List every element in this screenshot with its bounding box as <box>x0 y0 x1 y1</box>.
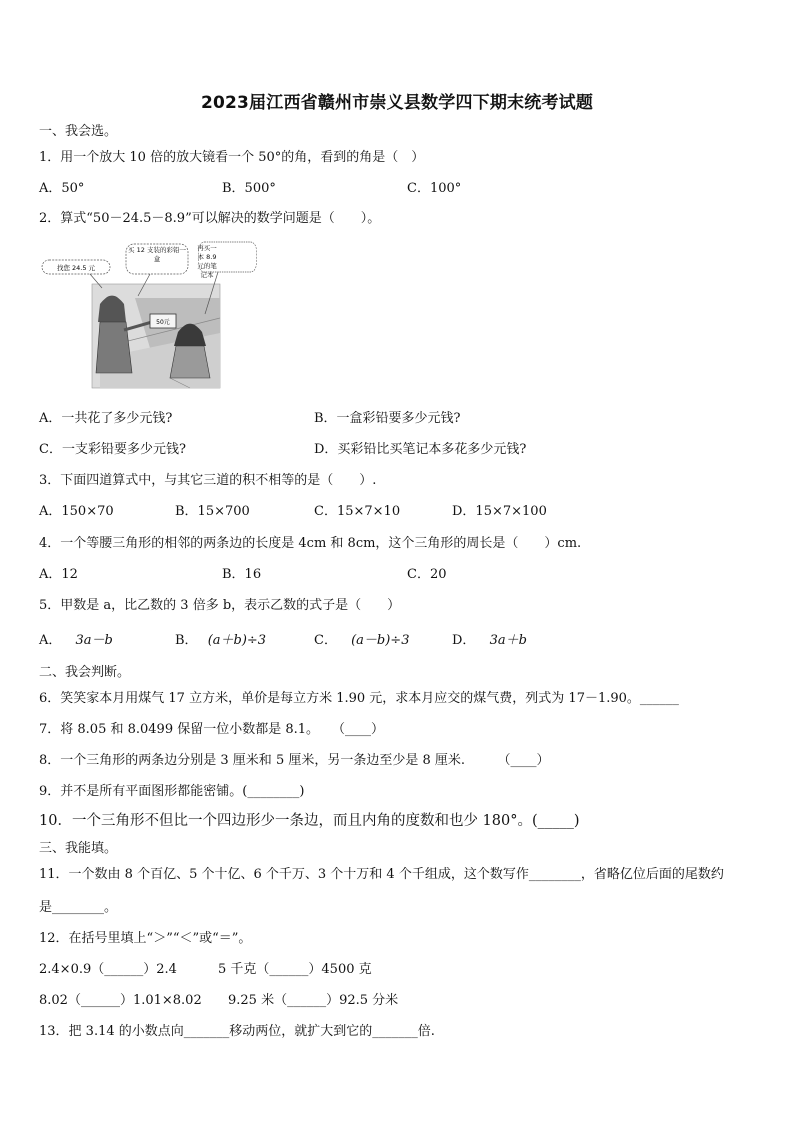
q3-option-b: B．15×700 <box>175 504 250 519</box>
q5-option-a <box>39 629 113 648</box>
question-13: 13．把 3.14 的小数点向_______移动两位，就扩大到它的_______倍. <box>39 1024 435 1039</box>
question-11-line-1: 11．一个数由 8 个百亿、5 个十亿、6 个千万、3 个十万和 4 个千组成，这个数写作________，省略亿位后面的尾数约 <box>39 867 724 882</box>
q5-option-a-expr: 3a－b <box>75 633 113 648</box>
q4-option-b: B．16 <box>222 567 262 582</box>
bubble-3-text: 再买一本 8.9 元的笔记本 <box>197 244 217 279</box>
q5-option-d-label: D． <box>452 633 476 648</box>
q5-option-b-label: B． <box>175 633 198 648</box>
q5-option-c-expr: (a－b)÷3 <box>351 633 410 648</box>
section-heading-2: 二、我会判断。 <box>39 665 131 680</box>
q4-option-a: A．12 <box>39 567 78 582</box>
q12-item-3: 8.02（______）1.01×8.02 <box>39 993 202 1008</box>
q5-option-b-expr: (a＋b)÷3 <box>207 633 267 648</box>
question-10: 10．一个三角形不但比一个四边形少一条边，而且内角的度数和也少 180°。(_____) <box>39 813 580 829</box>
q5-option-d-expr: 3a＋b <box>489 633 527 648</box>
question-11-line-2: 是________。 <box>39 900 118 915</box>
q12-item-1: 2.4×0.9（______）2.4 <box>39 962 177 977</box>
q2-option-d: D．买彩铅比买笔记本多花多少元钱? <box>314 442 527 457</box>
shopping-illustration <box>40 238 225 388</box>
question-5: 5．甲数是 a，比乙数的 3 倍多 b，表示乙数的式子是（ ） <box>39 598 401 613</box>
section-heading-3: 三、我能填。 <box>39 841 118 856</box>
q3-option-c: C．15×7×10 <box>314 504 401 519</box>
price-sign-text: 50元 <box>156 319 170 326</box>
q1-option-b: B．500° <box>222 181 276 196</box>
q12-item-2: 5 千克（______）4500 克 <box>218 962 372 977</box>
question-9: 9．并不是所有平面图形都能密铺。(________) <box>39 784 305 799</box>
question-7: 7．将 8.05 和 8.0499 保留一位小数都是 8.1。 （____） <box>39 722 385 737</box>
q2-option-b: B．一盒彩铅要多少元钱? <box>314 411 461 426</box>
q5-option-a-label: A． <box>39 633 62 648</box>
question-12: 12．在括号里填上“＞”“＜”或“＝”。 <box>39 931 252 946</box>
q3-option-a: A．150×70 <box>39 504 114 519</box>
q2-option-a: A．一共花了多少元钱? <box>39 411 173 426</box>
question-4: 4．一个等腰三角形的相邻的两条边的长度是 4cm 和 8cm，这个三角形的周长是（ ）cm. <box>39 536 582 551</box>
q5-option-c-label: C． <box>314 633 337 648</box>
page-title: 2023届江西省赣州市崇义县数学四下期末统考试题 <box>200 93 594 113</box>
q5-option-d <box>452 629 527 648</box>
question-2: 2．算式“50－24.5－8.9”可以解决的数学问题是（ ）。 <box>39 211 381 226</box>
q4-option-c: C．20 <box>407 567 447 582</box>
section-heading-1: 一、我会选。 <box>39 124 118 139</box>
bubble-1-text: 找您 24.5 元 <box>56 264 96 272</box>
question-6: 6．笑笑家本月用煤气 17 立方米，单价是每立方米 1.90 元，求本月应交的煤气费，列式为 17－1.90。______ <box>39 691 679 706</box>
question-3: 3．下面四道算式中，与其它三道的积不相等的是（ ）. <box>39 473 377 488</box>
q12-item-4: 9.25 米（______）92.5 分米 <box>228 993 399 1008</box>
question-8: 8．一个三角形的两条边分别是 3 厘米和 5 厘米，另一条边至少是 8 厘米. （____） <box>39 753 550 768</box>
q5-option-c <box>314 629 409 648</box>
q1-option-a: A．50° <box>39 181 85 196</box>
question-1: 1．用一个放大 10 倍的放大镜看一个 50°的角，看到的角是（ ） <box>39 150 425 165</box>
q1-option-c: C．100° <box>407 181 462 196</box>
q3-option-d: D．15×7×100 <box>452 504 547 519</box>
bubble-2-text: 买 12 支装的彩铅一盒 <box>128 246 186 263</box>
q2-option-c: C．一支彩铅要多少元钱? <box>39 442 186 457</box>
q5-option-b <box>175 629 266 648</box>
